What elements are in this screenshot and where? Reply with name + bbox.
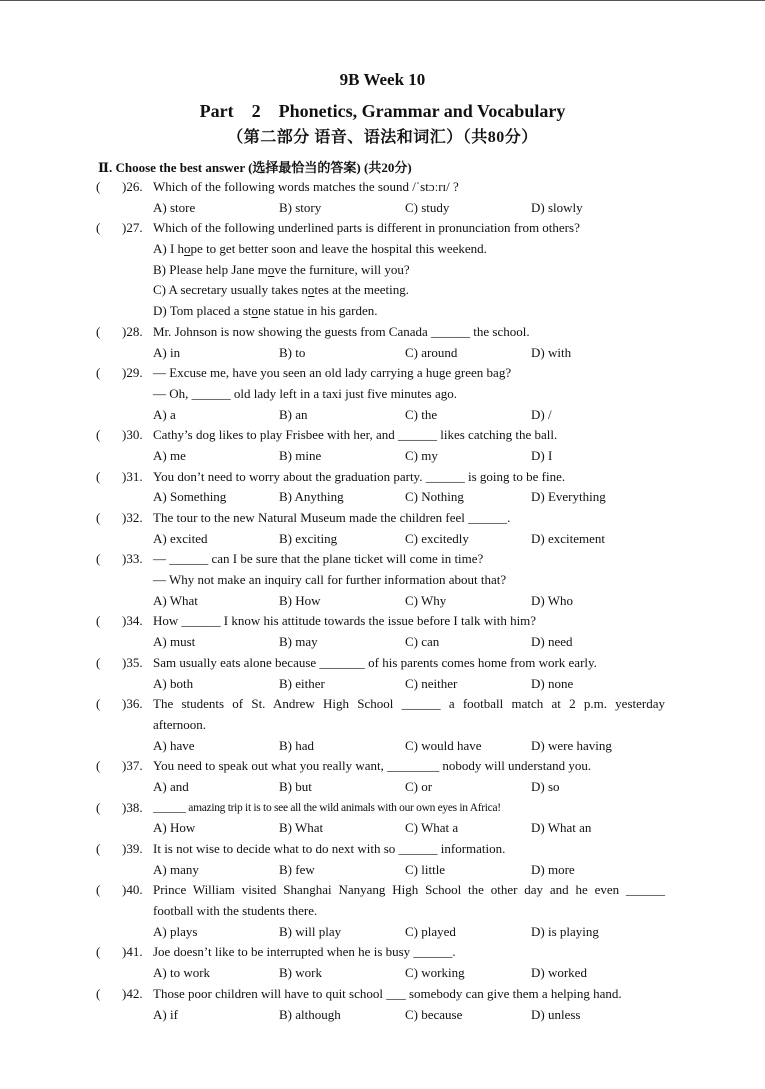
question-stem: You need to speak out what you really want, ________ nobody will understand you.: [153, 758, 592, 774]
question-stem: The tour to the new Natural Museum made the children feel ______.: [153, 510, 511, 525]
answer-blank[interactable]: (: [96, 179, 101, 194]
answer-blank[interactable]: (: [96, 841, 101, 856]
question-number: )42.: [122, 985, 143, 1001]
answer-blank[interactable]: (: [96, 220, 101, 236]
question-stem-row: [0, 880, 765, 901]
question-list: [0, 177, 765, 1025]
option-a: A) many: [153, 861, 199, 877]
option-text: A) I h: [153, 241, 185, 257]
question-stem-row: [0, 653, 765, 674]
option-c: C) around: [405, 344, 458, 360]
top-border-line: [0, 0, 765, 1]
part-title: Phonetics, Grammar and Vocabulary: [278, 101, 566, 121]
option-a: A) and: [153, 778, 189, 794]
part-label: Part: [199, 101, 234, 121]
question-stem-row: [0, 549, 765, 570]
part-subtitle: （第二部分 语音、语法和词汇）（共80分）: [227, 129, 538, 146]
option-a: A) if: [153, 1006, 178, 1022]
options-row: [0, 963, 765, 984]
question-stem-continuation: [0, 384, 765, 405]
option-c: C) study: [405, 199, 450, 215]
option-b: B) Anything: [279, 489, 344, 505]
option-line: [0, 301, 765, 322]
option-text: C) A secretary usually takes n: [153, 282, 308, 298]
question-stem: The students of St. Andrew High School ______ a football match at 2 p.m. yesterday: [153, 696, 665, 712]
option-c: C) because: [405, 1006, 463, 1022]
question-number: )28.: [122, 323, 143, 339]
option-text: tes at the meeting.: [314, 282, 409, 298]
section-heading: Ⅱ. Choose the best answer (选择最恰当的答案) (共20分): [98, 160, 412, 175]
options-row: [0, 818, 765, 839]
option-c: C) played: [405, 923, 456, 939]
answer-blank[interactable]: (: [96, 758, 101, 774]
answer-blank[interactable]: (: [96, 944, 101, 960]
option-a: A) plays: [153, 923, 198, 939]
answer-blank[interactable]: (: [96, 696, 101, 712]
question-stem: Mr. Johnson is now showing the guests from Canada ______ the school.: [153, 323, 530, 339]
question-number: )27.: [122, 220, 143, 236]
question-number: )33.: [122, 551, 143, 567]
question-stem: ______ amazing trip it is to see all the wild animals with our own eyes in Africa!: [153, 801, 501, 814]
option-a: A) have: [153, 737, 195, 753]
question-stem-row: [0, 467, 765, 488]
part-number: 2: [251, 101, 261, 121]
option-c: C) excitedly: [405, 530, 469, 546]
question-number: )31.: [122, 468, 143, 484]
option-d: D) What an: [531, 820, 592, 836]
question-stem: — ______ can I be sure that the plane ticket will come in time?: [153, 551, 484, 567]
option-d: D) Who: [531, 592, 574, 608]
option-line: [0, 260, 765, 281]
option-a: [153, 239, 487, 260]
answer-blank[interactable]: (: [96, 510, 101, 525]
option-d: D) more: [531, 861, 575, 877]
option-text: pe to get better soon and leave the hospital this weekend.: [190, 241, 487, 257]
option-d: D) were having: [531, 737, 612, 753]
question-stem-row: [0, 611, 765, 632]
option-d: D) Everything: [531, 489, 606, 505]
question-stem-row: [0, 694, 765, 715]
option-b: B) to: [279, 344, 306, 360]
option-c: C) can: [405, 634, 440, 650]
options-row: [0, 860, 765, 881]
option-b: B) may: [279, 634, 318, 650]
option-c: C) Why: [405, 592, 447, 608]
option-c: C) Nothing: [405, 489, 464, 505]
option-text: ne statue in his garden.: [258, 303, 378, 319]
option-d: [153, 301, 378, 322]
option-d: D) is playing: [531, 923, 599, 939]
question-number: )37.: [122, 758, 143, 774]
question-stem-row: [0, 508, 765, 529]
option-text: ve the furniture, will you?: [274, 261, 410, 277]
option-d: D) so: [531, 778, 560, 794]
options-row: [0, 446, 765, 467]
answer-blank[interactable]: (: [96, 799, 101, 815]
options-row: [0, 632, 765, 653]
option-a: A) How: [153, 820, 196, 836]
option-a: A) must: [153, 634, 196, 650]
question-stem: How ______ I know his attitude towards the issue before I talk with him?: [153, 613, 537, 629]
underlined-letter: o: [184, 241, 191, 257]
answer-blank[interactable]: (: [96, 427, 101, 443]
question-stem: Which of the following words matches the sound /ˈstɔːrɪ/ ?: [153, 179, 459, 194]
option-d: D) excitement: [531, 530, 605, 546]
option-b: B) will play: [279, 923, 342, 939]
question-stem-line-2: — Why not make an inquiry call for further information about that?: [153, 572, 507, 588]
option-a: A) store: [153, 199, 196, 215]
option-c: [153, 280, 409, 301]
underlined-letter: o: [251, 303, 258, 319]
question-number: )35.: [122, 654, 143, 670]
answer-blank[interactable]: (: [96, 323, 101, 339]
part-heading: [0, 101, 765, 122]
option-a: A) What: [153, 592, 198, 608]
option-b: B) an: [279, 406, 308, 422]
answer-blank[interactable]: (: [96, 551, 101, 567]
options-row: [0, 777, 765, 798]
question-stem: Joe doesn’t like to be interrupted when he is busy ______.: [153, 944, 456, 960]
page-title: 9B Week 10: [339, 70, 426, 89]
option-b: B) story: [279, 199, 322, 215]
question-stem-row: [0, 425, 765, 446]
options-row: [0, 529, 765, 550]
question-number: )40.: [122, 882, 143, 898]
question-stem: Prince William visited Shanghai Nanyang High School the other day and he even ______: [153, 882, 665, 898]
option-b: B) although: [279, 1006, 341, 1022]
question-stem: — Excuse me, have you seen an old lady carrying a huge green bag?: [153, 365, 512, 381]
answer-blank[interactable]: (: [96, 365, 101, 381]
question-stem: Cathy’s dog likes to play Frisbee with her, and ______ likes catching the ball.: [153, 427, 558, 443]
option-b: B) few: [279, 861, 315, 877]
option-a: A) in: [153, 344, 181, 360]
question-stem-line-2: afternoon.: [153, 716, 207, 732]
options-row: [0, 405, 765, 426]
question-stem-row: [0, 798, 765, 819]
question-number: )41.: [122, 944, 143, 960]
question-number: )32.: [122, 510, 143, 525]
question-stem: It is not wise to decide what to do next with so ______ information.: [153, 841, 506, 856]
option-b: B) How: [279, 592, 321, 608]
option-d: D) worked: [531, 965, 587, 981]
answer-blank[interactable]: (: [96, 468, 101, 484]
question-stem-row: [0, 756, 765, 777]
question-stem-line-2: — Oh, ______ old lady left in a taxi just five minutes ago.: [153, 385, 458, 401]
question-stem-row: [0, 177, 765, 198]
answer-blank[interactable]: (: [96, 654, 101, 670]
answer-blank[interactable]: (: [96, 613, 101, 629]
question-stem-continuation: [0, 715, 765, 736]
underlined-letter: o: [307, 282, 315, 298]
options-row: [0, 674, 765, 695]
option-c: C) little: [405, 861, 446, 877]
options-row: [0, 1005, 765, 1026]
option-d: D) need: [531, 634, 573, 650]
option-b: B) either: [279, 675, 325, 691]
question-stem-row: [0, 322, 765, 343]
option-text: B) Please help Jane m: [153, 261, 268, 277]
option-c: C) or: [405, 778, 433, 794]
answer-blank[interactable]: (: [96, 985, 101, 1001]
option-c: C) neither: [405, 675, 458, 691]
answer-blank[interactable]: (: [96, 882, 101, 898]
question-stem-row: [0, 218, 765, 239]
question-number: )38.: [122, 799, 143, 815]
option-b: [153, 260, 410, 281]
question-stem-row: [0, 942, 765, 963]
option-a: A) a: [153, 406, 176, 422]
options-row: [0, 343, 765, 364]
question-number: )29.: [122, 365, 143, 381]
option-a: A) to work: [153, 965, 211, 981]
option-c: C) would have: [405, 737, 482, 753]
option-b: B) What: [279, 820, 324, 836]
option-d: D) slowly: [531, 199, 583, 215]
option-b: B) mine: [279, 447, 322, 463]
option-a: A) Something: [153, 489, 227, 505]
question-stem-row: [0, 839, 765, 860]
question-stem-row: [0, 984, 765, 1005]
option-b: B) but: [279, 778, 312, 794]
options-row: [0, 736, 765, 757]
options-row: [0, 198, 765, 219]
option-d: D) I: [531, 447, 553, 463]
question-stem: Sam usually eats alone because _______ of his parents comes home from work early.: [153, 654, 597, 670]
question-stem-row: [0, 363, 765, 384]
option-a: A) both: [153, 675, 194, 691]
question-number: )36.: [122, 696, 143, 712]
option-c: C) my: [405, 447, 438, 463]
options-row: [0, 591, 765, 612]
question-number: )34.: [122, 613, 143, 629]
option-line: [0, 280, 765, 301]
option-a: A) excited: [153, 530, 208, 546]
question-stem: Which of the following underlined parts is different in pronunciation from others?: [153, 220, 580, 236]
option-text: D) Tom placed a st: [153, 303, 252, 319]
question-stem-continuation: [0, 901, 765, 922]
option-d: D) with: [531, 344, 572, 360]
option-d: D) unless: [531, 1006, 581, 1022]
options-row: [0, 922, 765, 943]
question-number: )30.: [122, 427, 143, 443]
option-c: C) the: [405, 406, 438, 422]
option-d: D) none: [531, 675, 574, 691]
option-line: [0, 239, 765, 260]
question-stem-continuation: [0, 570, 765, 591]
option-c: C) working: [405, 965, 465, 981]
question-stem-line-2: football with the students there.: [153, 903, 318, 919]
option-b: B) had: [279, 737, 315, 753]
question-number: )26.: [122, 179, 143, 194]
underlined-letter: o: [267, 261, 275, 277]
question-stem: You don’t need to worry about the graduation party. ______ is going to be fine.: [153, 468, 566, 484]
option-a: A) me: [153, 447, 186, 463]
option-b: B) work: [279, 965, 322, 981]
option-c: C) What a: [405, 820, 459, 836]
question-stem: Those poor children will have to quit school ___ somebody can give them a helping hand.: [153, 985, 622, 1001]
option-d: D) /: [531, 406, 552, 422]
option-b: B) exciting: [279, 530, 338, 546]
question-number: )39.: [122, 841, 143, 856]
options-row: [0, 487, 765, 508]
